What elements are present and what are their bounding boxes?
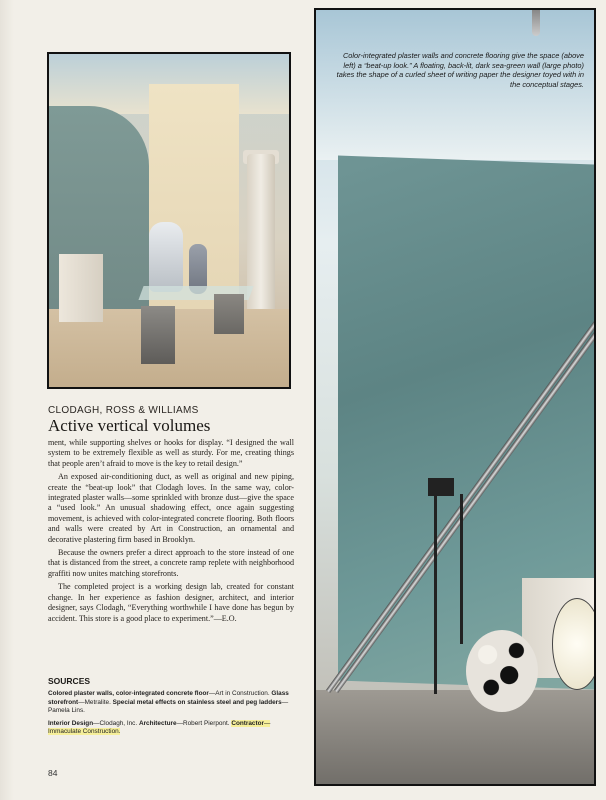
source-label: Interior Design	[48, 719, 94, 727]
source-label: Special metal effects on stainless steel and peg ladders	[112, 698, 282, 706]
article-headline: Active vertical volumes	[48, 416, 211, 435]
photo-stand-leg	[460, 494, 463, 644]
sources-list	[48, 690, 294, 741]
photo-stone-base	[214, 294, 244, 334]
source-value: —Robert Pierpont.	[176, 719, 230, 727]
body-paragraph: Because the owners prefer a direct approach to the store instead of one that is distanced from the street, a concrete ramp replete with neighborhood graffiti now unites matching storefronts.	[48, 548, 294, 578]
source-value: —Art in Construction.	[208, 690, 270, 697]
source-value: —Pamela Lins.	[48, 698, 289, 715]
sea-green-wall-photo	[314, 8, 596, 786]
photo-rod-bracket	[428, 478, 454, 496]
source-label: Glass storefront	[48, 690, 289, 706]
photo-caption: Color-integrated plaster walls and concrete flooring give the space (above left) a “beat-up look.” A floating, back-lit, dark sea-green wall (large photo) takes the shape of a curled sheet of writing paper the designer toyed with in the conceptual stages.	[336, 51, 584, 89]
page-edge	[0, 0, 14, 800]
body-paragraph: The completed project is a working design lab, created for constant change. In her experience as fashion designer, architect, and interior designer, says Clodagh, “Everything worthwhile I have done has begun by accident. This store is a good place to experiment.”—E.O.	[48, 582, 294, 623]
photo-stone-base	[141, 306, 175, 364]
source-value: —Immaculate Construction.	[48, 719, 271, 736]
body-paragraph: An exposed air-conditioning duct, as well as original and new piping, create the “beat-up look” that Clodagh loves. In the same way, color-integrated plaster walls—some sprinkled with bronze dust—give the space a “used look.” An unusual shadowing effect, once again suggesting movement, is achieved with color-integrated concrete flooring. Both floors and walls were created by Art in Construction, an ornamental and decorative plastering firm based in Brooklyn.	[48, 472, 294, 544]
source-label: Architecture	[138, 719, 177, 727]
body-paragraph: ment, while supporting shelves or hooks for display. “I designed the wall system to be extremely flexible as well as sturdy. For me, creating things that people aren’t afraid to move is the key to retail design.”	[48, 438, 294, 468]
photo-vase	[149, 222, 183, 292]
sources-heading: SOURCES	[48, 676, 91, 686]
source-value: —Metralite.	[78, 698, 111, 706]
source-label: Contractor	[231, 719, 264, 727]
sources-entry	[48, 720, 294, 737]
sources-entry	[48, 690, 294, 716]
photo-floor	[316, 690, 594, 786]
source-label: Colored plaster walls, color-integrated concrete floor	[48, 690, 209, 697]
photo-display-box	[59, 254, 103, 322]
article-body	[48, 438, 294, 627]
photo-column	[247, 154, 275, 329]
store-interior-photo	[47, 52, 291, 389]
photo-patterned-ball	[466, 630, 538, 712]
photo-ceiling-light	[532, 10, 540, 36]
article-kicker: CLODAGH, ROSS & WILLIAMS	[48, 405, 199, 416]
page-number: 84	[48, 768, 58, 778]
photo-mirror-disc	[552, 598, 596, 690]
photo-stand-leg	[434, 494, 437, 694]
source-value: —Clodagh, Inc.	[93, 719, 138, 727]
